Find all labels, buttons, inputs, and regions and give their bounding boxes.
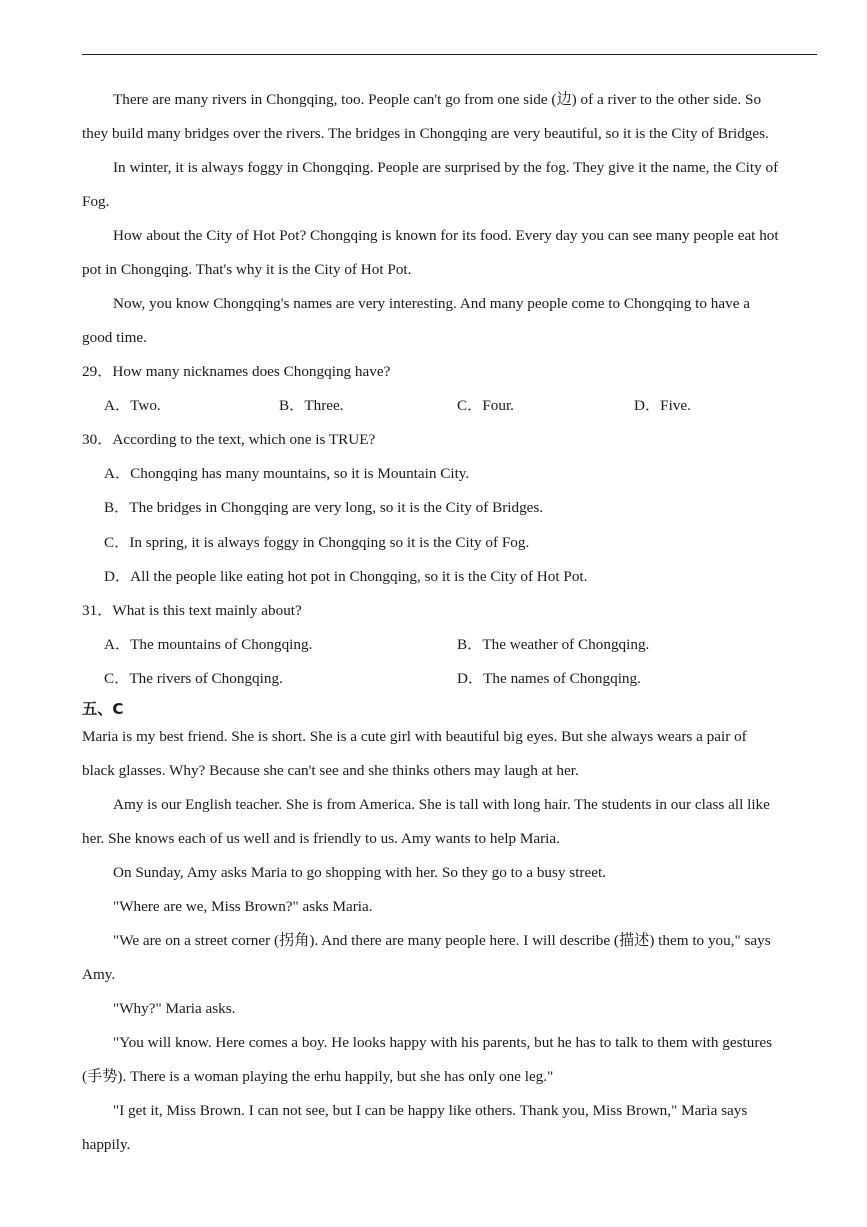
q30-option-d: D．All the people like eating hot pot in Chongqing, so it is the City of Hot Pot. — [104, 568, 588, 585]
q31-option-a: A．The mountains of Chongqing. — [104, 636, 313, 653]
passage-line: In winter, it is always foggy in Chongqing. People are surprised by the fog. They give it the name, the City of — [113, 159, 779, 176]
q29-option-b: B．Three. — [279, 397, 344, 414]
q31-option-c: C．The rivers of Chongqing. — [104, 670, 283, 687]
passage-line: "I get it, Miss Brown. I can not see, but I can be happy like others. Thank you, Miss Brown," Maria says — [113, 1102, 748, 1119]
q31-option-d: D．The names of Chongqing. — [457, 670, 641, 687]
passage-line: black glasses. Why? Because she can't see and she thinks others may laugh at her. — [82, 762, 579, 779]
passage-line: they build many bridges over the rivers. The bridges in Chongqing are very beautiful, so it is the City of Bridges. — [82, 125, 769, 142]
q29-option-a: A．Two. — [104, 397, 161, 414]
passage-line: her. She knows each of us well and is friendly to us. Amy wants to help Maria. — [82, 830, 560, 847]
question-31-stem: 31．What is this text mainly about? — [82, 602, 302, 619]
passage-line: How about the City of Hot Pot? Chongqing is known for its food. Every day you can see many people eat hot — [113, 227, 779, 244]
q30-option-b: B．The bridges in Chongqing are very long, so it is the City of Bridges. — [104, 499, 544, 516]
passage-line: pot in Chongqing. That's why it is the City of Hot Pot. — [82, 261, 412, 278]
passage-line: happily. — [82, 1136, 131, 1153]
passage-line: Amy is our English teacher. She is from America. She is tall with long hair. The students in our class all like — [113, 796, 770, 813]
passage-line: Now, you know Chongqing's names are very interesting. And many people come to Chongqing to have a — [113, 295, 750, 312]
passage-line: "Why?" Maria asks. — [113, 1000, 236, 1017]
passage-line: good time. — [82, 329, 147, 346]
passage-line: There are many rivers in Chongqing, too. People can't go from one side (边) of a river to the other side. So — [113, 91, 762, 108]
passage-line: Fog. — [82, 193, 110, 210]
passage-line: Maria is my best friend. She is short. She is a cute girl with beautiful big eyes. But she always wears a pair of — [82, 728, 747, 745]
passage-line: On Sunday, Amy asks Maria to go shopping with her. So they go to a busy street. — [113, 864, 606, 881]
q30-option-c: C．In spring, it is always foggy in Chongqing so it is the City of Fog. — [104, 534, 530, 551]
q31-option-b: B．The weather of Chongqing. — [457, 636, 650, 653]
passage-line: "Where are we, Miss Brown?" asks Maria. — [113, 898, 373, 915]
q30-option-a: A．Chongqing has many mountains, so it is Mountain City. — [104, 465, 470, 482]
passage-line: (手势). There is a woman playing the erhu happily, but she has only one leg." — [82, 1068, 554, 1085]
passage-line: "We are on a street corner (拐角). And there are many people here. I will describe (描述) them to you," says — [113, 932, 771, 949]
question-30-stem: 30．According to the text, which one is TRUE? — [82, 431, 376, 448]
passage-line: "You will know. Here comes a boy. He looks happy with his parents, but he has to talk to them with gestures — [113, 1034, 773, 1051]
q29-option-c: C．Four. — [457, 397, 514, 414]
passage-line: Amy. — [82, 966, 116, 983]
section-heading: 五、C — [82, 700, 124, 718]
header-rule — [82, 54, 817, 55]
question-29-stem: 29．How many nicknames does Chongqing have? — [82, 363, 391, 380]
q29-option-d: D．Five. — [634, 397, 691, 414]
